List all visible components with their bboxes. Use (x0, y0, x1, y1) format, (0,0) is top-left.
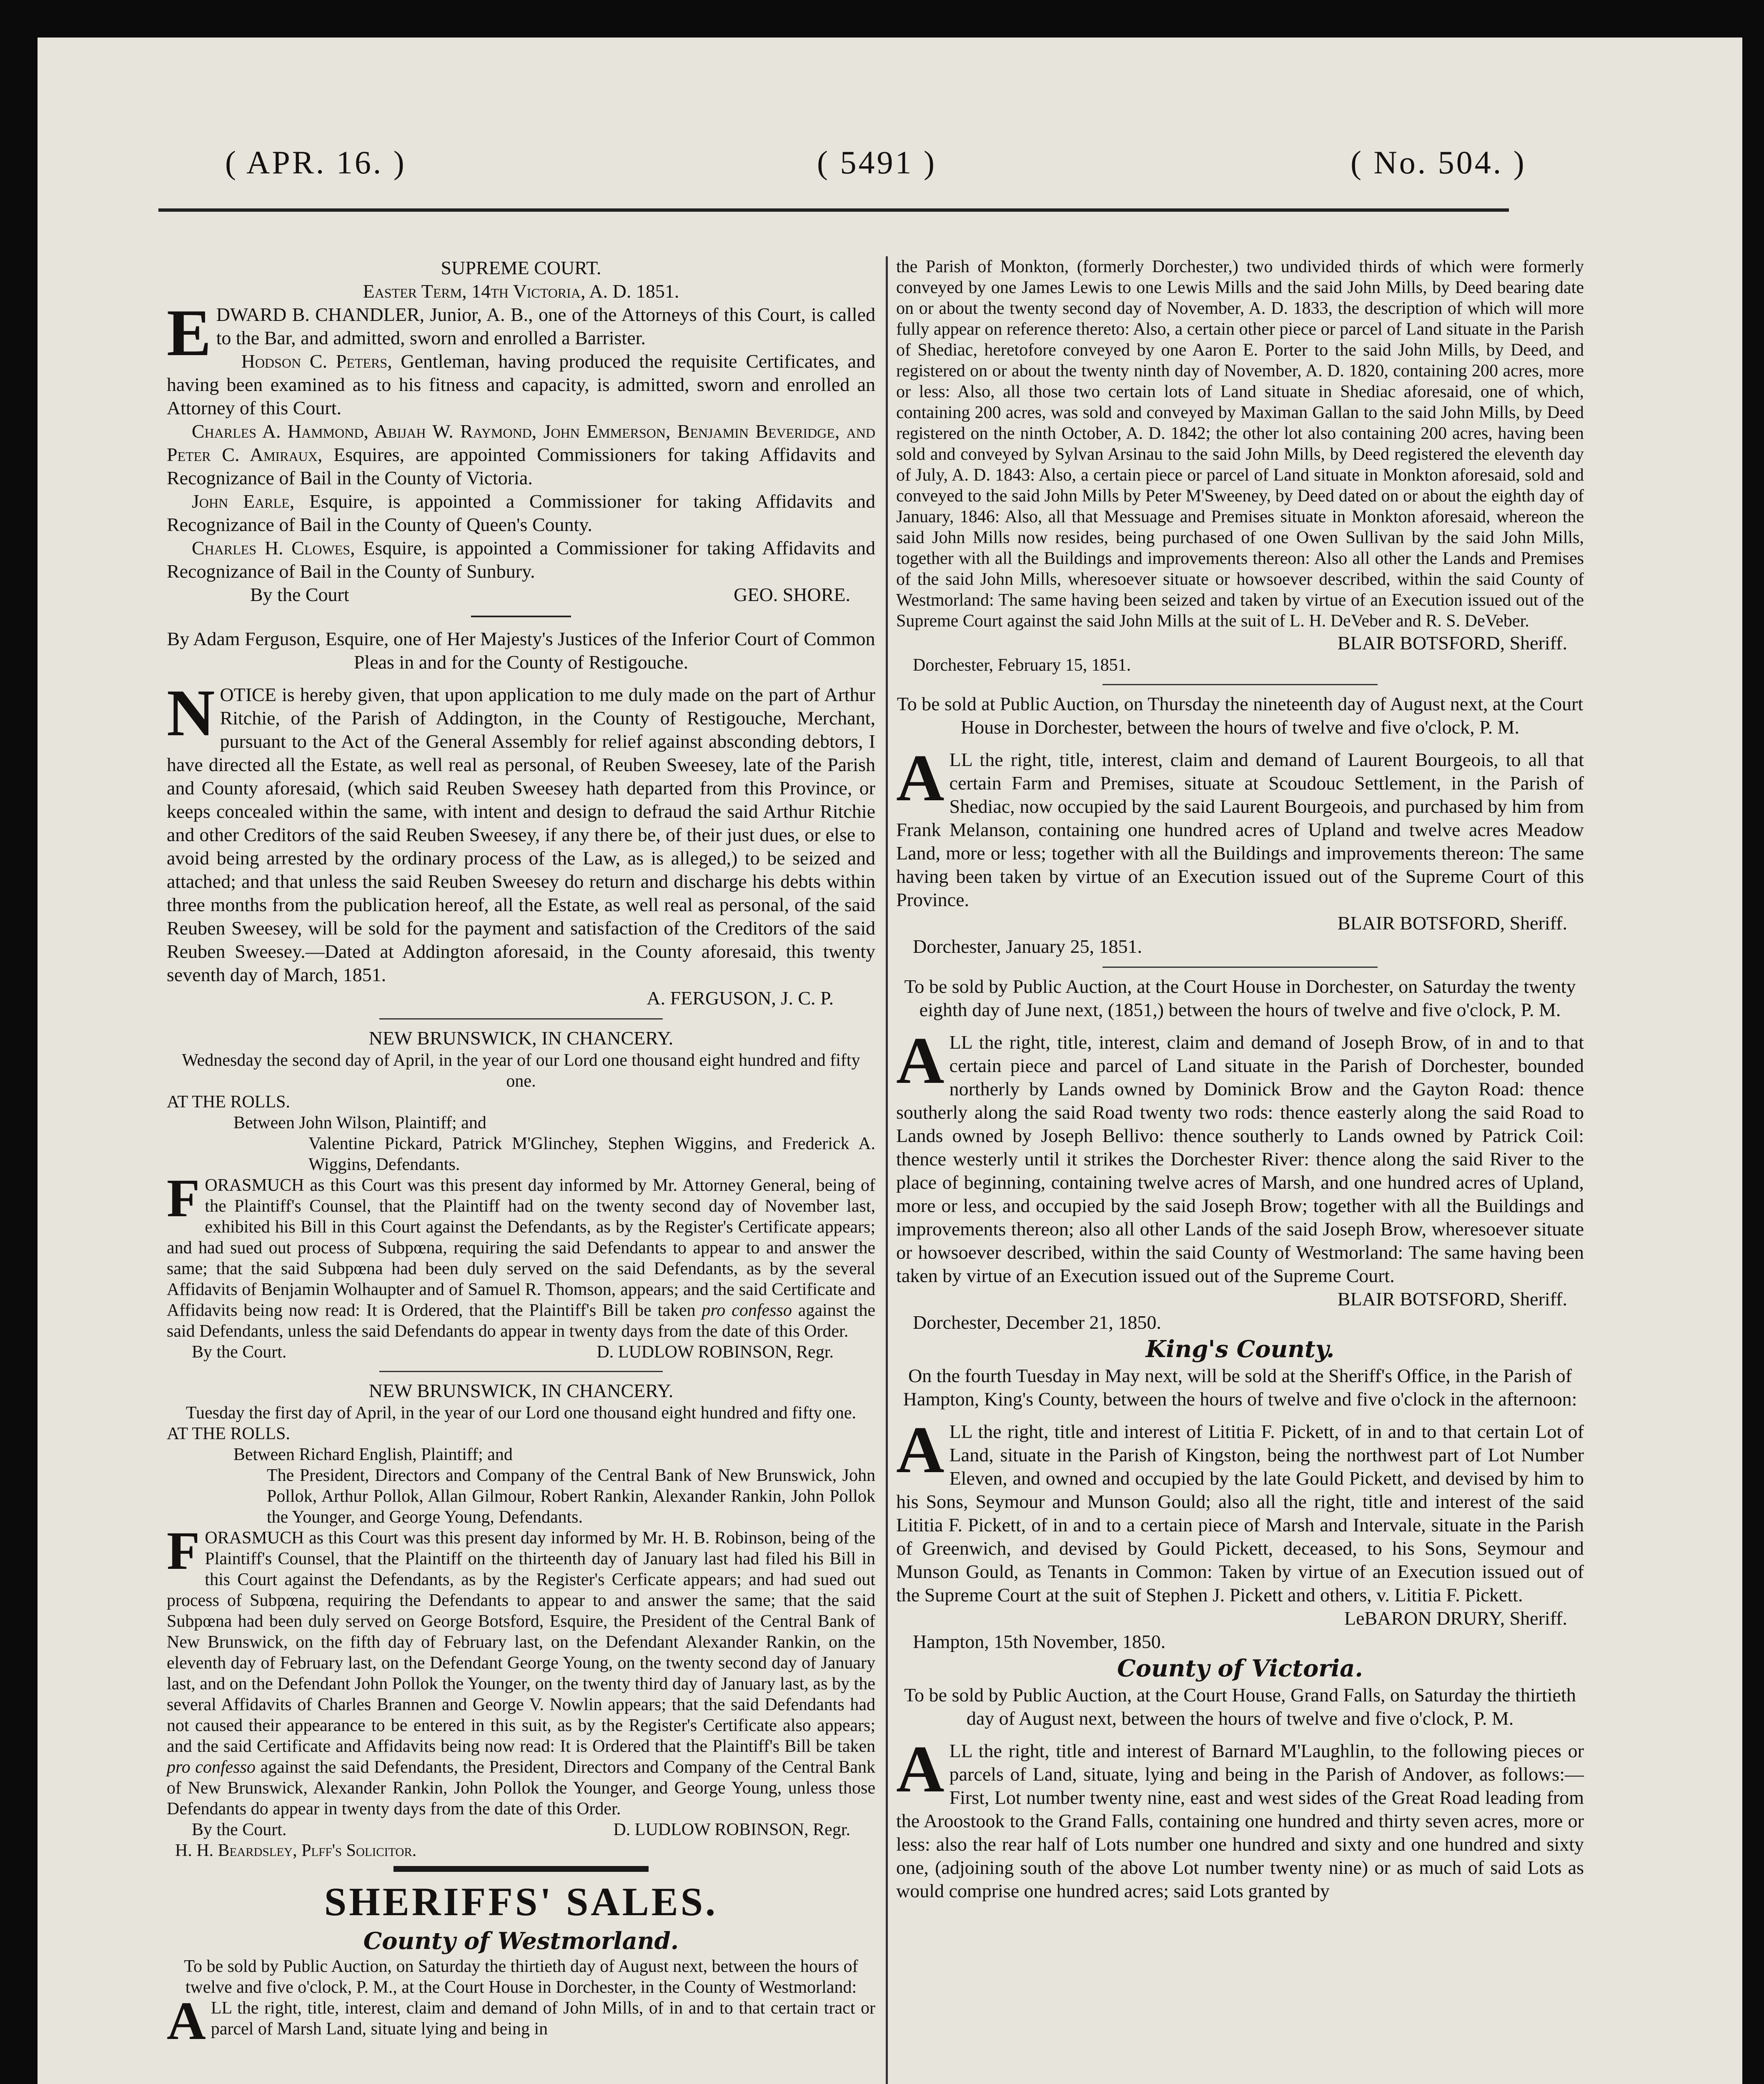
drop-cap: A (896, 1413, 945, 1487)
heavy-rule (167, 1861, 875, 1878)
header-date: ( APR. 16. ) (225, 144, 406, 180)
kings-intro: On the fourth Tuesday in May next, will be sold at the Sheriff's Office, in the Parish of Hampton, King's County, between the hours of twelve and five o'clock in the afternoon: (903, 1365, 1577, 1410)
chancery1-date: Wednesday the second day of April, in the year of our Lord one thousand eight hundred and fifty one. (182, 1051, 860, 1091)
drop-cap: E (167, 296, 211, 370)
chancery2-solicitor: H. H. Beardsley, Plff's Solicitor. (175, 1841, 417, 1860)
section-divider (167, 606, 875, 627)
court-term: Easter Term, 14th Victoria, A. D. 1851. (363, 281, 679, 302)
separator (896, 958, 1584, 975)
header-issue-number: ( No. 504. ) (1351, 144, 1526, 180)
column-rule (886, 256, 888, 2084)
kings-county-title: King's County. (1145, 1335, 1335, 1363)
kings-sheriff-signature: LeBARON DRURY, Sheriff. (1344, 1608, 1567, 1629)
drop-cap: F (167, 1168, 200, 1228)
right-column (896, 256, 1584, 1903)
chancery2-defendants: The President, Directors and Company of the Central Bank of New Brunswick, John Pollok, Arthur Pollok, Allan Gilmour, Robert Rankin, Alexander Rankin, John Pollok the Younger, and George Young, Defendants. (267, 1466, 875, 1527)
left-column (167, 256, 875, 2051)
drop-cap: F (167, 1521, 200, 1581)
chancery2-signature: By the Court. D. LUDLOW ROBINSON, Regr. (192, 1820, 850, 1839)
victoria-county-title: County of Victoria. (1117, 1655, 1363, 1682)
separator (896, 676, 1584, 692)
brow-date: Dorchester, December 21, 1850. (913, 1312, 1161, 1333)
chancery2-title: NEW BRUNSWICK, IN CHANCERY. (368, 1380, 674, 1401)
mills-sale-continued: the Parish of Monkton, (formerly Dorchester,) two undivided thirds of which were formerly conveyed by one James Lewis to one Lewis Mills and the said John Mills, by Deed bearing date on or about the twenty second day of November, A. D. 1833, the description of which will more fully appear on reference thereto: Also, a certain other piece or parcel of Land situate in the Parish of Shediac, heretofore conveyed by one Aaron E. Porter to the said John Mills, by Deed, and registered on or about the twenty ninth day of November, A. D. 1820, containing 200 acres, more or less: Also, all those two certain lots of Land situate in Shediac aforesaid, one of which, containing 200 acres, was sold and conveyed by Maximan Gallan to the said John Mills, by Deed registered on the ninth October, A. D. 1842; the other lot also containing 200 acres, having been sold and conveyed by Sylvan Arsinau to the said John Mills, by Deed registered the eleventh day of July, A. D. 1843: Also, a certain piece or parcel of Land situate in Monkton aforesaid, sold and conveyed to the said John Mills by Peter M'Sweeney, by Deed dated on or about the eighth day of January, 1846: Also, all that Messuage and Premises situate in Monkton aforesaid, whereon the said John Mills now resides, being purchased of one Owen Sullivan by the said John Mills, together with all the Buildings and improvements thereon: Also all other the Lands and Premises of the said John Mills, wheresoever situate or howsoever described, within the said County of Westmorland: The same having been seized and taken by virtue of an Execution issued out of the Supreme Court against the said John Mills at the suit of L. H. DeVeber and R. S. DeVeber. (896, 257, 1584, 631)
mills-sale: ALL the right, title, interest, claim and demand of John Mills, of in and to that certain tract or parcel of Marsh Land, situate lying and being in (167, 1991, 875, 2051)
chancery1-title: NEW BRUNSWICK, IN CHANCERY. (368, 1027, 674, 1049)
mlaughlin-sale: ALL the right, title and interest of Barnard M'Laughlin, to the following pieces or parcels of Land, situate, lying and being in the Parish of Andover, as follows:—First, Lot number twenty nine, east and west sides of the Great Road leading from the Aroostook to the Grand Falls, containing one hundred and thirty seven acres, more or less: also the rear half of Lots number one hundred and sixty and one hundred and sixty one, (adjoining south of the above Lot number twenty nine) or as much of said Lots as would comprise one hundred acres; said Lots granted by (896, 1732, 1584, 1901)
bourgeois-sale: ALL the right, title, interest, claim and demand of Laurent Bourgeois, to all that certain Farm and Premises, situate at Scoudouc Settlement, in the Parish of Shediac, now occupied by the said Laurent Bourgeois, and purchased by him from Frank Melanson, containing one hundred acres of Upland and twelve acres Meadow Land, more or less; together with all the Buildings and improvements thereon: The same having been taken by virtue of an Execution issued out of the Supreme Court of this Province. (896, 741, 1584, 910)
westmorland-intro: To be sold by Public Auction, on Saturday the thirtieth day of August next, between the hours of twelve and five o'clock, P. M., at the Court House in Dorchester, in the County of Westmorland: (184, 1957, 858, 1997)
drop-cap: A (896, 1732, 945, 1806)
westmorland-title: County of Westmorland. (363, 1927, 679, 1955)
clowes-paragraph: Charles H. Clowes, Esquire, is appointed a Commissioner for taking Affidavits and Recognizance of Bail in the County of Sunbury. (167, 537, 875, 582)
notice-signature: A. FERGUSON, J. C. P. (646, 987, 834, 1009)
brow-sale: ALL the right, title, interest, claim and demand of Joseph Brow, of in and to that certain piece and parcel of Land situate in the Parish of Dorchester, bounded northerly by Lands owned by Dominick Brow and the Gayton Road: thence southerly along the said Road twenty two rods: thence easterly along the said Road to Lands owned by Joseph Bellivo: thence southerly to Lands owned by Patrick Coil: thence westerly until it strikes the Dorchester River: thence along the said River to the place of beginning, containing twelve acres of Marsh, and one hundred acres of Upland, more or less, and occupied by the said Joseph Brow; together with all the Buildings and improvements thereon; also all other Lands of the said Joseph Brow, wheresoever situate or howsoever described, within the said County of Westmorland: The same having been taken by virtue of an Execution issued out of the Supreme Court. (896, 1023, 1584, 1286)
commissioners-paragraph: Charles A. Hammond, Abijah W. Raymond, John Emmerson, Benjamin Beveridge, and Peter C. Amiraux, Esquires, are appointed Commissioners for taking Affidavits and Recognizance of Bail in the County of Victoria. (167, 421, 875, 488)
chancery1-order: FORASMUCH as this Court was this present day informed by Mr. Attorney General, being of the Plaintiff's Counsel, that the Plaintiff had on the twenty second day of November last, exhibited his Bill in this Court against the Defendants, as by the Register's Certificate appears; and had sued out process of Subpœna, requiring the said Defendants to appear to and answer the same; that the said Subpœna had been duly served on the said Defendants, as by the several Affidavits of Benjamin Wolhaupter and of Samuel R. Thomson, appears; and the said Certificate and Affidavits being now read: It is Ordered, that the Plaintiff's Bill be taken pro confesso against the said Defendants, unless the said Defendants do appear in twenty days from the date of this Order. (167, 1168, 875, 1341)
separator (167, 1010, 875, 1027)
notice-heading: By Adam Ferguson, Esquire, one of Her Majesty's Justices of the Inferior Court of Common Pleas in and for the County of Restigouche. (167, 628, 875, 673)
absconding-notice: NOTICE is hereby given, that upon application to me duly made on the part of Arthur Ritchie, of the Parish of Addington, in the County of Restigouche, Merchant, pursuant to the Act of the General Assembly for relief against absconding debtors, I have directed all the Estate, as well real as personal, of Reuben Sweesey, late of the Parish and County aforesaid, (which said Reuben Sweesey hath departed from this Province, or keeps concealed within the same, with intent and design to defraud the said Arthur Ritchie and other Creditors of the said Reuben Sweesey, if any there be, of their just dues, or else to avoid being arrested by the ordinary process of the Law, as is alleged,) to be seized and attached; and that unless the said Reuben Sweesey do return and discharge his debts within three months from the publication hereof, all the Estate, as well real as personal, of the said Reuben Sweesey, will be sold for the payment and satisfaction of the Creditors of the said Reuben Sweesey.—Dated at Addington aforesaid, in the County aforesaid, this twenty seventh day of March, 1851. (167, 676, 875, 985)
mills-sheriff-signature: BLAIR BOTSFORD, Sheriff. (1337, 632, 1567, 654)
header-page-number: ( 5491 ) (817, 144, 937, 180)
separator (167, 1363, 875, 1379)
kings-date: Hampton, 15th November, 1850. (913, 1631, 1166, 1652)
drop-cap: A (896, 1023, 945, 1097)
chancery1-between: Between John Wilson, Plaintiff; and (233, 1113, 486, 1132)
chancery2-order: FORASMUCH as this Court was this present day informed by Mr. H. B. Robinson, being of the Plaintiff's Counsel, that the Plaintiff on the thirteenth day of January last had filed his Bill in this Court against the Defendants, as by the Register's Cerficate appears; and had sued out process of Subpœna, requiring the Defendants to appear to and answer the same; that the said Subpœna had been duly served on George Botsford, Esquire, the President of the Central Bank of New Brunswick, on the fifth day of February last, on the Defendant Alexander Rankin, on the eleventh day of February last, on the Defendant George Young, on the twenty second day of January last, and on the Defendant John Pollok the Younger, on the twenty third day of January last, as by the several Affidavits of Charles Brannen and George V. Nowlin appears; that the said Defendants had not caused their appearance to be entered in this suit, as by the Register's Certificate also appears; and the said Certificate and Affidavits being now read: It is Ordered that the Plaintiff's Bill be taken pro confesso against the said Defendants, the President, Directors and Company of the Central Bank of New Brunswick, Alexander Rankin, John Pollok the Younger, and George Young, unless those Defendants do appear in twenty days from the date of this Order. (167, 1521, 875, 1818)
chandler-paragraph: EDWARD B. CHANDLER, Junior, A. B., one of the Attorneys of this Court, is called to the Bar, and admitted, sworn and enrolled a Barrister. (167, 296, 875, 370)
drop-cap: A (167, 1991, 206, 2051)
earle-paragraph: John Earle, Esquire, is appointed a Commissioner for taking Affidavits and Recognizance of Bail in the County of Queen's County. (167, 491, 875, 535)
header-rule (158, 208, 1509, 212)
sheriffs-sales-title: SHERIFFS' SALES. (324, 1879, 718, 1924)
chancery1-defendants: Valentine Pickard, Patrick M'Glinchey, Stephen Wiggins, and Frederick A. Wiggins, Defendants. (308, 1134, 875, 1174)
pickett-sale: ALL the right, title and interest of Lititia F. Pickett, of in and to that certain Lot of Land, situate in the Parish of Kingston, being the northwest part of Lot Number Eleven, and owned and occupied by the late Gould Pickett, and devised by him to his Sons, Seymour and Munson Gould; also all the right, title and interest of the said Lititia F. Pickett, of in and to a certain piece of Marsh and Intervale, situate in the Parish of Greenwich, and devised by Gould Pickett, deceased, to his Sons, Seymour and Munson Gould, as Tenants in Common: Taken by virtue of an Execution issued out of the Supreme Court at the suit of Stephen J. Pickett and others, v. Lititia F. Pickett. (896, 1413, 1584, 1606)
bourgeois-sheriff-signature: BLAIR BOTSFORD, Sheriff. (1337, 912, 1567, 934)
drop-cap: N (167, 676, 215, 750)
victoria-intro: To be sold by Public Auction, at the Court House, Grand Falls, on Saturday the thirtieth day of August next, between the hours of twelve and five o'clock, P. M. (904, 1684, 1576, 1729)
court-title: SUPREME COURT. (441, 257, 601, 278)
court-signature: By the Court GEO. SHORE. (250, 584, 850, 605)
bourgeois-date: Dorchester, January 25, 1851. (913, 936, 1143, 957)
drop-cap: A (896, 741, 945, 815)
chancery2-between: Between Richard English, Plaintiff; and (233, 1445, 513, 1464)
peters-paragraph: Hodson C. Peters, Gentleman, having produced the requisite Certificates, and having been examined as to his fitness and capacity, is admitted, sworn and enrolled an Attorney of this Court. (167, 351, 875, 418)
bourgeois-intro: To be sold at Public Auction, on Thursday the nineteenth day of August next, at the Court House in Dorchester, between the hours of twelve and five o'clock, P. M. (897, 693, 1584, 738)
chancery1-rolls: AT THE ROLLS. (167, 1092, 290, 1112)
mills-date: Dorchester, February 15, 1851. (913, 656, 1131, 675)
brow-sheriff-signature: BLAIR BOTSFORD, Sheriff. (1337, 1288, 1567, 1310)
chancery1-signature: By the Court. D. LUDLOW ROBINSON, Regr. (192, 1343, 834, 1362)
chancery2-date: Tuesday the first day of April, in the year of our Lord one thousand eight hundred and fifty one. (185, 1403, 857, 1423)
chancery2-rolls: AT THE ROLLS. (167, 1424, 290, 1443)
brow-intro: To be sold by Public Auction, at the Court House in Dorchester, on Saturday the twenty eighth day of June next, (1851,) between the hours of twelve and five o'clock, P. M. (904, 976, 1576, 1020)
